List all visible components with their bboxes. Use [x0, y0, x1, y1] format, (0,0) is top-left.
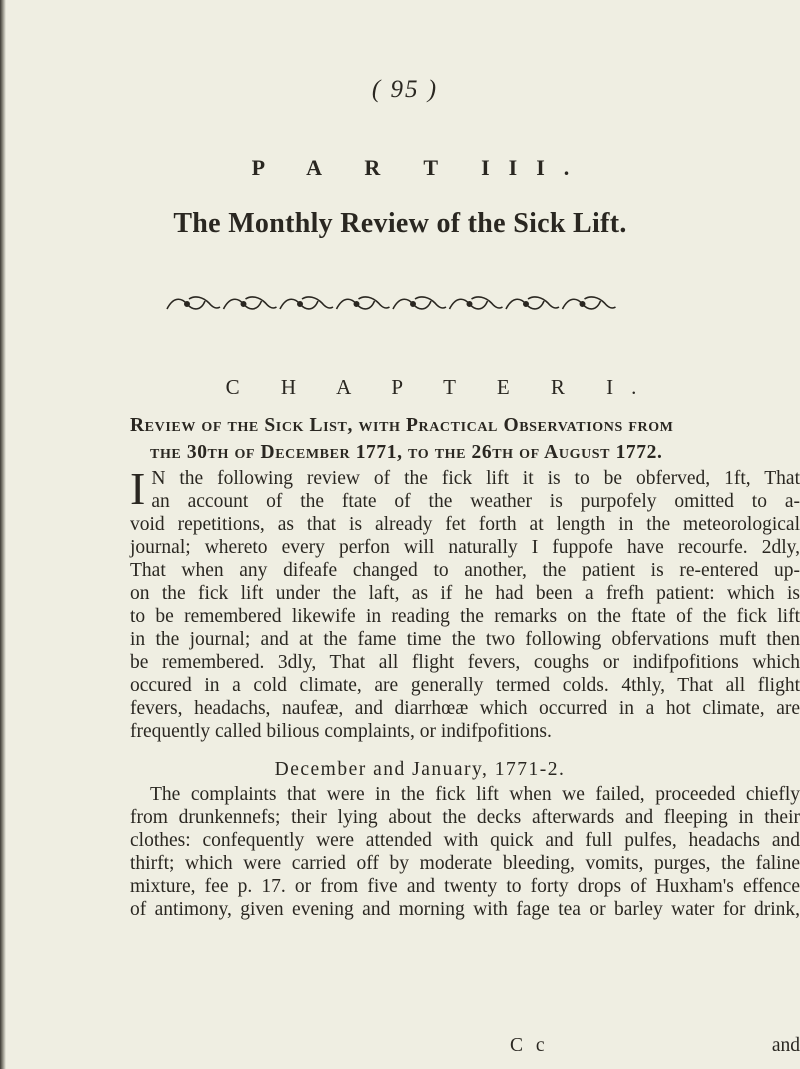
section-heading: December and January, 1771-2.: [274, 759, 566, 780]
paragraph-line: in the journal; and at the fame time the two following obfervations muft then: [130, 629, 800, 650]
ornament-dot: [241, 302, 245, 306]
section-line: thirft; which were carried off by moderate bleeding, vomits, purges, the faline: [130, 853, 800, 874]
ornament-dot: [524, 302, 528, 306]
paragraph-line: an account of the ftate of the weather is purpofely omitted to a-: [151, 491, 800, 512]
drop-cap: I: [130, 463, 146, 514]
part-heading: P A R T III.: [251, 155, 589, 180]
ornament-scroll: [393, 297, 446, 309]
section-line: clothes: confequently were attended with quick and full pulfes, headachs and: [130, 830, 800, 851]
chapter-subtitle: [130, 412, 800, 466]
catchword: and: [771, 1035, 800, 1056]
ornament-scroll: [224, 297, 277, 309]
ornament-scroll: [167, 297, 220, 309]
section-line: of antimony, given evening and morning with fage tea or barley water for drink,: [130, 899, 800, 920]
ornament-dot: [354, 302, 358, 306]
decorative-ornament-band: [165, 295, 617, 313]
section-line: from drunkennefs; their lying about the decks afterwards and fleeping in their: [130, 807, 800, 828]
ornament-dot: [467, 302, 471, 306]
paragraph-line: That when any difeafe changed to another, the patient is re-entered up-: [130, 560, 800, 581]
paragraph-line: on the fick lift under the laft, as if he had been a frefh patient: which is: [130, 583, 800, 604]
section-line: The complaints that were in the fick lift when we failed, proceeded chiefly: [150, 784, 800, 805]
ornament-dot: [580, 302, 584, 306]
paragraph-line: occured in a cold climate, are generally termed colds. 4thly, That all flight: [130, 675, 800, 696]
ornament-scroll: [337, 297, 390, 309]
page-footer: [130, 1035, 800, 1059]
ornament-dot: [185, 302, 189, 306]
ornament-scroll: [506, 297, 559, 309]
paragraph-line: to be remembered likewife in reading the remarks on the ftate of the fick lift: [130, 606, 800, 627]
ornament-dot: [411, 302, 415, 306]
paragraph-line: be remembered. 3dly, That all flight fevers, coughs or indifpofitions which: [130, 652, 800, 673]
intro-paragraph: [130, 463, 800, 743]
chapter-subtitle-line: Review of the Sick List, with Practical Observations from: [130, 415, 674, 436]
signature-mark: C c: [510, 1035, 549, 1056]
ornament-scroll: [280, 297, 333, 309]
paragraph-line: journal; whereto every perfon will naturally I fuppofe have recourfe. 2dly,: [130, 537, 800, 558]
paragraph-line: void repetitions, as that is already fet forth at length in the meteorological: [130, 514, 800, 535]
paragraph-line: N the following review of the fick lift it is to be obferved, 1ft, That: [151, 468, 800, 489]
chapter-subtitle-line: the 30th of December 1771, to the 26th of August 1772.: [150, 442, 663, 463]
page-number: ( 95 ): [371, 76, 439, 103]
ornament-scroll: [563, 297, 616, 309]
ornament-scroll: [450, 297, 503, 309]
paragraph-line: fevers, headachs, naufeæ, and diarrhœæ which occurred in a hot climate, are: [130, 698, 800, 719]
part-title: The Monthly Review of the Sick Lift.: [173, 208, 627, 239]
section-line: mixture, fee p. 17. or from five and twenty to forty drops of Huxham's effence: [130, 876, 800, 897]
section-paragraph: [130, 783, 800, 921]
ornament-dot: [298, 302, 302, 306]
chapter-heading: C H A P T E R I.: [225, 375, 655, 399]
paragraph-line: frequently called bilious complaints, or indifpofitions.: [130, 721, 552, 742]
